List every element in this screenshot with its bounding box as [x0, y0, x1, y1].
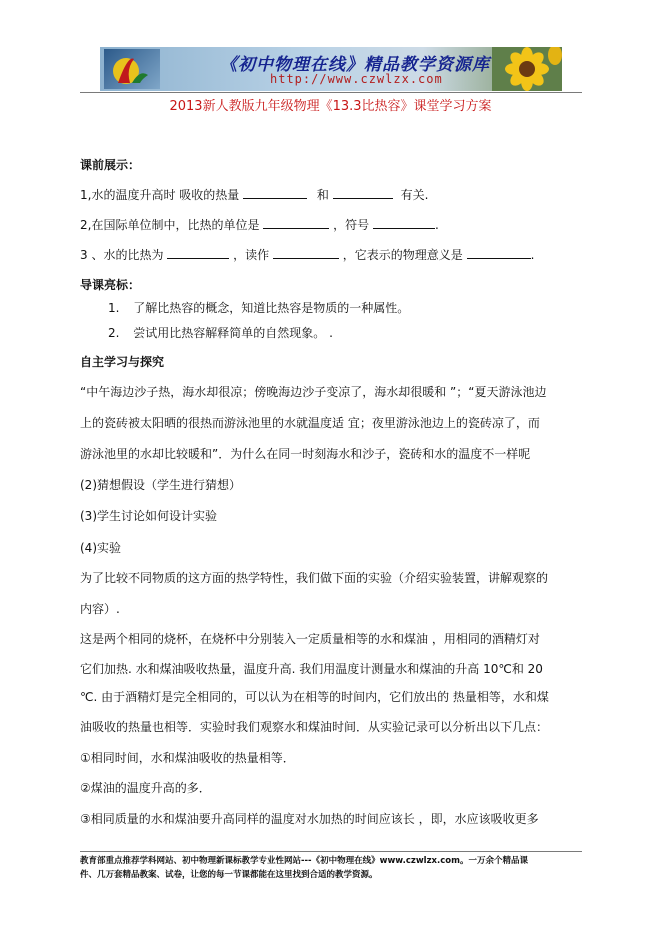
step-discuss: (3)学生讨论如何设计实验	[80, 509, 217, 523]
goal-2-number: 2.	[108, 326, 120, 340]
q2-text-a: 2,在国际单位制中，比热的单位是	[80, 218, 260, 232]
q3-blank-2[interactable]	[273, 246, 339, 259]
paragraph-line-2: 上的瓷砖被太阳晒的很热而游泳池里的水就温度适 宜；夜里游泳池边上的瓷砖凉了，而	[80, 416, 540, 430]
q3-text-b: ，读作	[233, 248, 270, 262]
q1-text-b: 和	[316, 188, 329, 202]
step-experiment: (4)实验	[80, 541, 121, 555]
banner-title: 《初中物理在线》精品教学资源库	[220, 55, 490, 75]
step-guess: (2)猜想假设（学生进行猜想）	[80, 478, 241, 492]
footer-line-1: 教育部重点推荐学科网站、初中物理新课标教学专业性网站---《初中物理在线》www.czwlzx.com。一万余个精品课	[80, 856, 528, 866]
paragraph-line-11: ℃. 由于酒精灯是完全相同的，可以认为在相等的时间内，它们放出的 热量相等，水和煤	[80, 690, 549, 704]
paragraph-line-3: 游泳池里的水却比较暖和”．为什么在同一时刻海水和沙子，瓷砖和水的温度不一样呢	[80, 447, 531, 461]
paragraph-line-1: “中午海边沙子热，海水却很凉；傍晚海边沙子变凉了，海水却很暖和 ”；“夏天游泳池边	[80, 385, 547, 399]
goal-1-text: 了解比热容的概念，知道比热容是物质的一种属性。	[133, 301, 410, 315]
goal-2-text: 尝试用比热容解释简单的自然现象。 .	[133, 326, 333, 340]
paragraph-line-12: 油吸收的热量也相等．实验时我们观察水和煤油时间．从实验记录可以分析出以下几点：	[80, 720, 549, 734]
logo-icon	[104, 49, 160, 89]
q2-text-c: .	[434, 218, 439, 232]
paragraph-line-7: 为了比较不同物质的这方面的热学特性，我们做下面的实验（介绍实验装置，讲解观察的	[80, 571, 549, 585]
q3-text-c: ，它表示的物理意义是	[342, 248, 463, 262]
q1-text-a: 1,水的温度升高时 吸收的热量	[80, 188, 240, 202]
site-logo	[104, 49, 160, 89]
question-2	[80, 216, 439, 233]
q3-text-a: 3 、水的比热为	[80, 248, 164, 262]
q2-blank-1[interactable]	[263, 216, 329, 229]
footer-divider	[80, 851, 582, 852]
goal-1-number: 1.	[108, 301, 120, 315]
goal-1	[108, 300, 409, 316]
section-heading-goals: 导课亮标：	[80, 278, 141, 292]
footer-line-2: 件、几万套精品教案、试卷，让您的每一节课都能在这里找到合适的教学资源。	[80, 870, 378, 880]
q3-blank-3[interactable]	[467, 246, 531, 259]
q2-blank-2[interactable]	[373, 216, 435, 229]
goal-2	[108, 325, 333, 341]
paragraph-line-10: 它们加热. 水和煤油吸收热量，温度升高. 我们用温度计测量水和煤油的升高 10℃和 20	[80, 662, 543, 676]
q2-text-b: ，符号	[333, 218, 370, 232]
banner-url[interactable]: http://www.czwlzx.com	[270, 72, 443, 86]
conclusion-1: ①相同时间，水和煤油吸收的热量相等．	[80, 751, 295, 765]
section-heading-preview: 课前展示：	[80, 158, 141, 172]
q3-blank-1[interactable]	[167, 246, 229, 259]
q1-blank-1[interactable]	[243, 186, 307, 199]
header-divider	[80, 92, 582, 93]
conclusion-2: ②煤油的温度升高的多．	[80, 781, 211, 795]
page-title: 2013新人教版九年级物理《13.3比热容》课堂学习方案	[169, 99, 492, 114]
header-banner	[100, 47, 562, 91]
q1-text-c: 有关.	[400, 188, 429, 202]
question-3	[80, 246, 534, 263]
paragraph-line-8: 内容）.	[80, 602, 120, 616]
q3-text-d: .	[530, 248, 535, 262]
question-1	[80, 186, 428, 203]
paragraph-line-9: 这是两个相同的烧杯，在烧杯中分别装入一定质量相等的水和煤油 ，用相同的酒精灯对	[80, 632, 540, 646]
conclusion-3: ③相同质量的水和煤油要升高同样的温度对水加热的时间应该长 ，即，水应该吸收更多	[80, 812, 539, 826]
q1-blank-2[interactable]	[333, 186, 393, 199]
section-heading-study: 自主学习与探究	[80, 355, 165, 369]
sunflower-icon	[492, 47, 562, 91]
